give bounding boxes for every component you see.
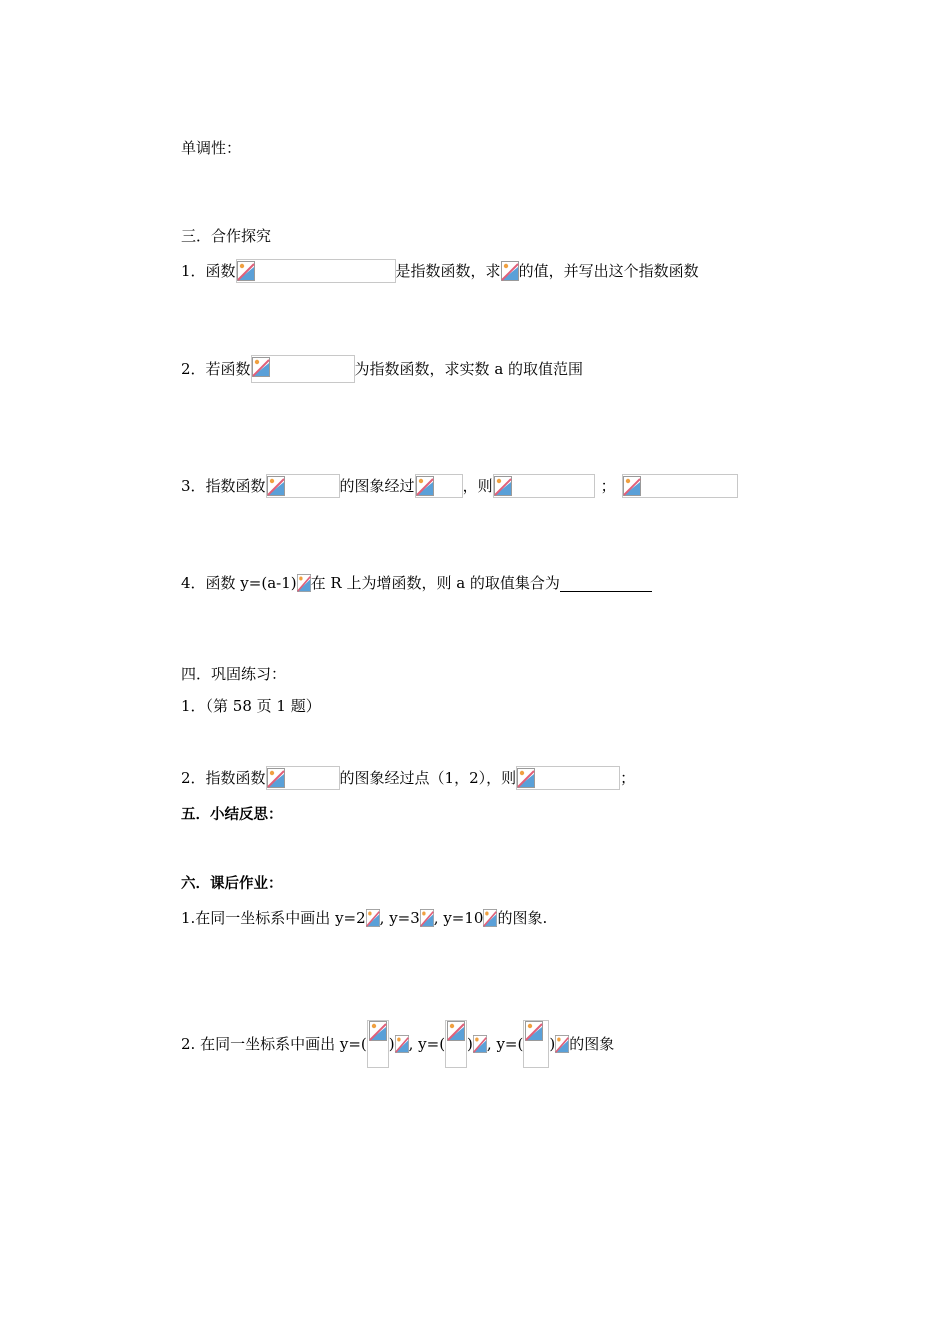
formula-box xyxy=(415,474,463,498)
broken-image-icon xyxy=(473,1035,487,1053)
broken-image-icon xyxy=(517,768,535,788)
broken-image-icon xyxy=(252,357,270,377)
monotonicity-label: 单调性： xyxy=(181,139,242,157)
broken-image-icon xyxy=(267,476,285,496)
fraction-box xyxy=(523,1020,549,1068)
fraction-box xyxy=(445,1020,467,1068)
formula-box xyxy=(266,766,340,790)
formula-box xyxy=(622,474,738,498)
question-1: 1．函数 是指数函数，求 的值，并写出这个指数函数 xyxy=(181,259,699,283)
broken-image-icon xyxy=(267,768,285,788)
practice-2: 2．指数函数 的图象经过点（1，2），则 ； xyxy=(181,766,635,790)
answer-blank xyxy=(560,575,652,592)
broken-image-icon xyxy=(501,261,519,281)
broken-image-icon xyxy=(237,261,255,281)
broken-image-icon xyxy=(366,909,380,927)
question-4: 4．函数 y=(a-1) 在 R 上为增函数，则 a 的取值集合为 xyxy=(181,571,652,595)
section-3-title: 三．合作探究 xyxy=(181,227,272,245)
broken-image-icon xyxy=(416,476,434,496)
section-6-title: 六．课后作业： xyxy=(181,876,283,892)
fraction-box xyxy=(367,1020,389,1068)
question-2: 2．若函数 为指数函数，求实数 a 的取值范围 xyxy=(181,357,583,381)
broken-image-icon xyxy=(297,574,311,592)
broken-image-icon xyxy=(483,909,497,927)
formula-box xyxy=(251,355,355,383)
homework-1: 1.在同一坐标系中画出 y=2 , y=3 , y=10 的图象. xyxy=(181,909,548,927)
broken-image-icon xyxy=(555,1035,569,1053)
broken-image-icon xyxy=(623,476,641,496)
broken-image-icon xyxy=(395,1035,409,1053)
section-5-title: 五．小结反思： xyxy=(181,807,283,823)
broken-image-icon xyxy=(420,909,434,927)
broken-image-icon xyxy=(525,1021,543,1041)
practice-1: 1．（第 58 页 1 题） xyxy=(181,697,321,715)
formula-box xyxy=(236,259,396,283)
broken-image-icon xyxy=(369,1021,387,1041)
formula-box xyxy=(516,766,620,790)
broken-image-icon xyxy=(447,1021,465,1041)
broken-image-icon xyxy=(494,476,512,496)
formula-box xyxy=(266,474,340,498)
formula-box xyxy=(493,474,595,498)
section-4-title: 四．巩固练习： xyxy=(181,665,287,683)
question-3: 3．指数函数 的图象经过 ，则 ； xyxy=(181,474,738,498)
homework-2: 2. 在同一坐标系中画出 y=( ) , y=( ) , y=( ) 的图象 xyxy=(181,1019,614,1069)
